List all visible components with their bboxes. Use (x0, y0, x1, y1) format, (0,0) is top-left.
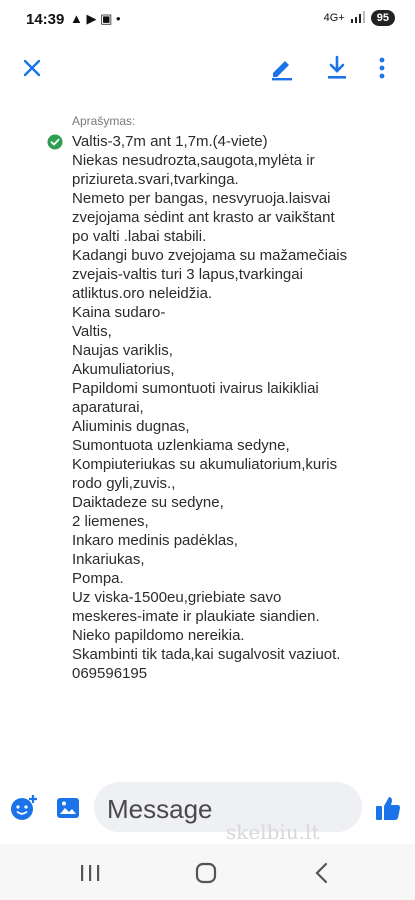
like-button[interactable] (374, 794, 402, 827)
emoji-add-icon (10, 794, 38, 822)
description-line: Inkariukas, (72, 551, 145, 568)
signal-icon (351, 11, 365, 26)
check-circle-icon (47, 134, 63, 150)
composer (0, 780, 415, 840)
battery-badge: 95 (371, 10, 395, 26)
description-line: Papildomi sumontuoti ivairus laikikliai (72, 380, 319, 397)
back-button[interactable] (307, 860, 337, 886)
recents-icon (79, 864, 101, 882)
description-line: 2 liemenes, (72, 513, 149, 530)
recents-button[interactable] (75, 860, 105, 886)
description-line: atliktus.oro neleidžia. (72, 285, 213, 302)
description-line: zvejais-valtis turi 3 lapus,tvarkingai (72, 266, 303, 283)
thumbs-up-icon (374, 794, 402, 822)
image-icon (56, 796, 80, 820)
description-line: rodo gyli,zuvis., (72, 475, 176, 492)
status-time: 14:39 (26, 11, 65, 28)
emoji-button[interactable] (10, 794, 38, 827)
more-vert-icon (378, 57, 386, 79)
description-line: Sumontuota uzlenkiama sedyne, (72, 437, 290, 454)
description-line: meskeres-imate ir plaukiate siandien. (72, 608, 320, 625)
description-line: Akumuliatorius, (72, 361, 175, 378)
description-line: Kadangi buvo zvejojama su mažamečiais (72, 247, 348, 264)
description-line: Valtis, (72, 323, 112, 340)
description-line: Inkaro medinis padėklas, (72, 532, 238, 549)
back-chevron-icon (314, 862, 330, 884)
more-button[interactable] (368, 54, 396, 82)
description-line: Valtis-3,7m ant 1,7m.(4-viete) (72, 133, 268, 150)
home-button[interactable] (191, 860, 221, 886)
description-label: Aprašymas: (72, 114, 136, 128)
description-line: Pompa. (72, 570, 124, 587)
description-line: Daiktadeze su sedyne, (72, 494, 224, 511)
edit-button[interactable] (268, 54, 296, 82)
description-line: Nieko papildomo nereikia. (72, 627, 245, 644)
message-content (72, 114, 392, 683)
navigation-bar (0, 844, 415, 900)
description-line: Nemeto per bangas, nesvyruoja.laisvai (72, 190, 331, 207)
status-right (324, 10, 395, 26)
message-placeholder: Message (107, 794, 213, 824)
notification-icons: ▲ ▶ ▣ • (70, 11, 121, 26)
home-icon (195, 862, 217, 884)
description-line: Aliuminis dugnas, (72, 418, 190, 435)
close-button[interactable] (18, 54, 46, 82)
description-text (72, 132, 392, 683)
close-icon (22, 58, 42, 78)
description-line: aparaturai, (72, 399, 144, 416)
download-icon (325, 55, 349, 81)
network-indicator: 4G+ (323, 12, 345, 24)
download-button[interactable] (323, 54, 351, 82)
description-line: 069596195 (72, 665, 148, 682)
status-bar (0, 0, 415, 40)
pencil-icon (269, 55, 295, 81)
description-line: priziureta.svari,tvarkinga. (72, 171, 239, 188)
watermark: skelbiu.lt (226, 820, 320, 844)
gallery-button[interactable] (56, 796, 80, 825)
description-line: Kaina sudaro- (72, 304, 166, 321)
description-line: Uz viska-1500eu,griebiate savo (72, 589, 282, 606)
description-line: Niekas nesudrozta,saugota,mylėta ir (72, 152, 315, 169)
description-line: Kompiuteriukas su akumuliatorium,kuris (72, 456, 338, 473)
description-line: Naujas variklis, (72, 342, 173, 359)
description-line: Skambinti tik tada,kai sugalvosit vaziuot. (72, 646, 341, 663)
description-line: po valti .labai stabili. (72, 228, 207, 245)
description-line: zvejojama sėdint ant krasto ar vaikštant (72, 209, 335, 226)
toolbar (0, 46, 415, 90)
